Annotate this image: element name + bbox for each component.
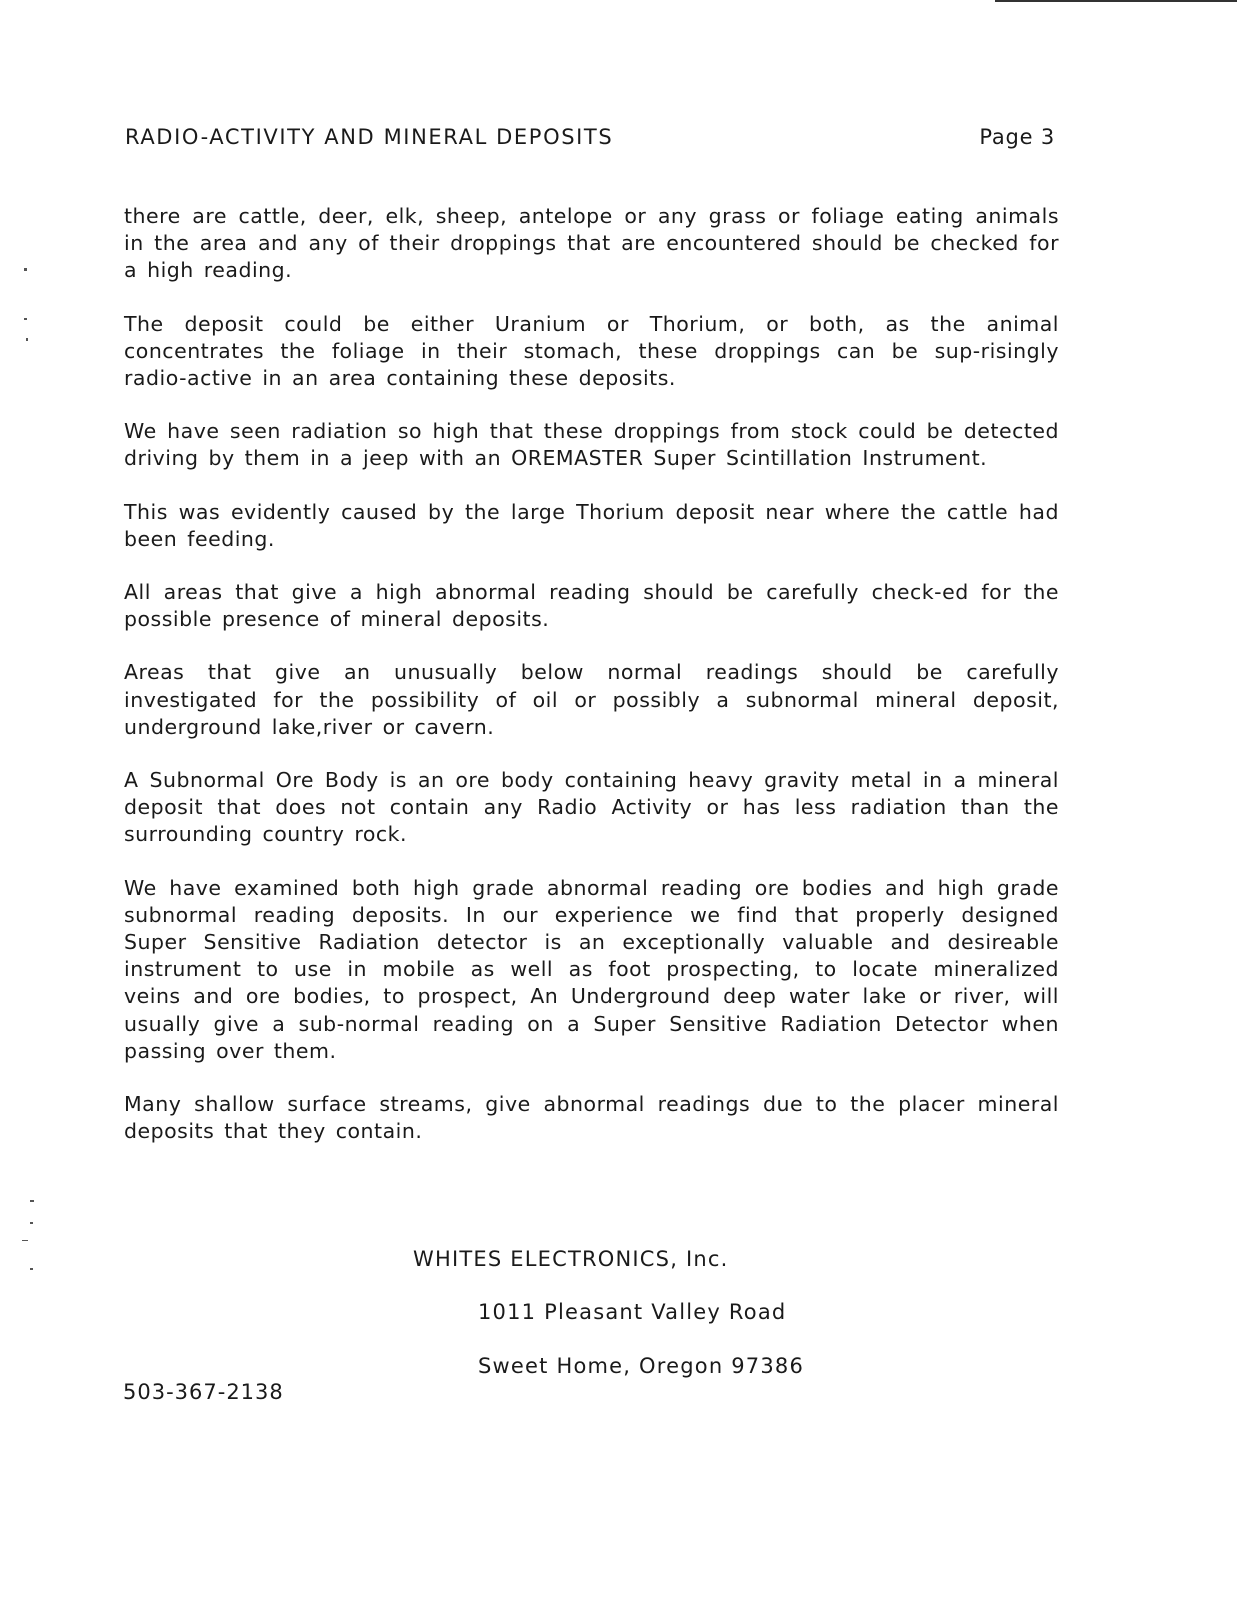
- scan-edge-line: [995, 0, 1237, 2]
- paragraph: All areas that give a high abnormal reading should be carefully check-ed for the possible presence of mineral deposits.: [124, 580, 1059, 632]
- paragraph: We have examined both high grade abnormal reading ore bodies and high grade subnormal reading deposits. In our experience we find that properly designed Super Sensitive Radiation detector is an exceptionally valuable and desireable instrument to use in mobile as well as foot prospecting, to locate mineralized veins and ore bodies, to prospect, An Underground deep water lake or river, will usually give a sub-normal reading on a Super Sensitive Radiation Detector when passing over them.: [124, 875, 1059, 1063]
- paragraph: there are cattle, deer, elk, sheep, antelope or any grass or foliage eating animals in the area and any of their droppings that are encountered should be checked for a high reading.: [124, 204, 1059, 283]
- scan-speck: [30, 1200, 34, 1202]
- scan-speck: [22, 1240, 28, 1241]
- paragraph: Many shallow surface streams, give abnormal readings due to the placer mineral deposits that they contain.: [124, 1092, 1059, 1144]
- document-title: RADIO-ACTIVITY AND MINERAL DEPOSITS: [125, 125, 614, 149]
- scan-speck: [30, 1268, 33, 1270]
- paragraph: Areas that give an unusually below normal readings should be carefully investigated for the possibility of oil or possibly a subnormal mineral deposit, underground lake,river or cavern.: [124, 660, 1059, 739]
- scan-speck: [26, 338, 28, 341]
- city-state-zip: Sweet Home, Oregon 97386: [478, 1354, 805, 1378]
- scan-speck: [24, 318, 27, 320]
- paragraph: The deposit could be either Uranium or Thorium, or both, as the animal concentrates the foliage in their stomach, these droppings can be sup-risingly radio-active in an area containing these deposits.: [124, 311, 1059, 391]
- street-address: 1011 Pleasant Valley Road: [478, 1300, 787, 1324]
- phone-number: 503-367-2138: [123, 1380, 284, 1404]
- scan-speck: [30, 1222, 33, 1224]
- paragraph: We have seen radiation so high that these droppings from stock could be detected driving by them in a jeep with an OREMASTER Super Scintillation Instrument.: [124, 419, 1059, 471]
- paragraph: A Subnormal Ore Body is an ore body containing heavy gravity metal in a mineral deposit that does not contain any Radio Activity or has less radiation than the surrounding country rock.: [124, 768, 1059, 847]
- paragraph: This was evidently caused by the large Thorium deposit near where the cattle had been feeding.: [124, 499, 1059, 551]
- body-text: [124, 203, 1059, 1171]
- page-header: [125, 125, 1055, 157]
- page-number: Page 3: [979, 125, 1055, 149]
- company-name: WHITES ELECTRONICS, Inc.: [413, 1247, 729, 1271]
- scan-speck: [24, 268, 27, 271]
